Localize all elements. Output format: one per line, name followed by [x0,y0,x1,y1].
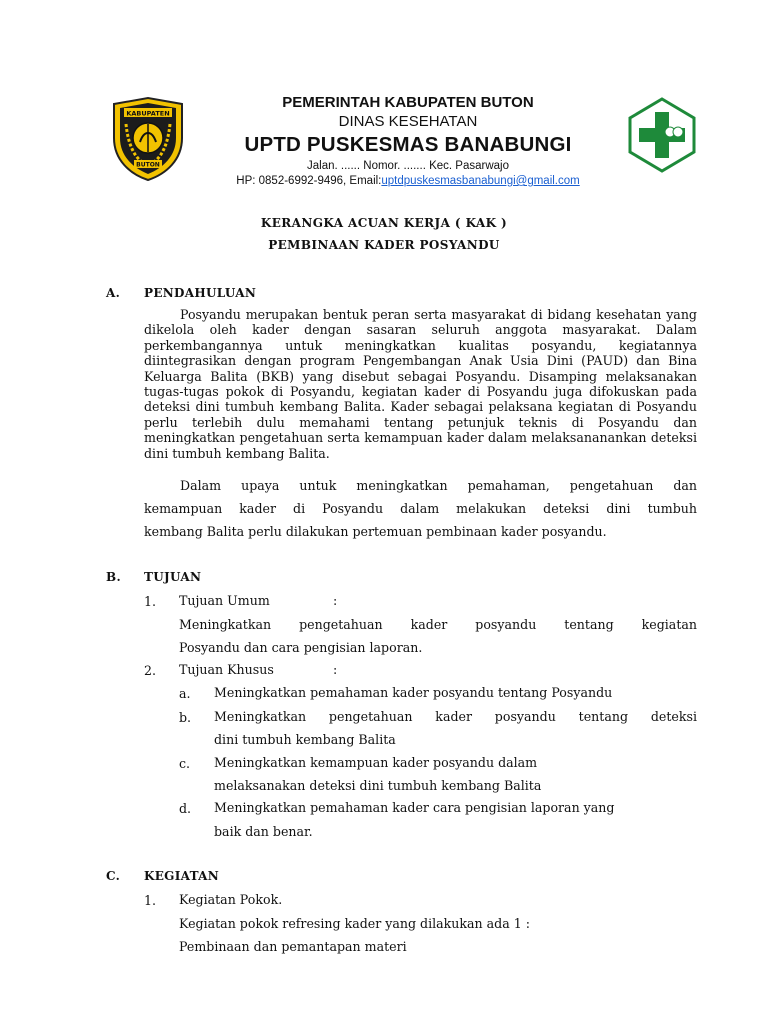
specific-objective-a: Meningkatkan pemahaman kader posyandu tentang Posyandu [214,685,613,700]
specific-objective-d-line1: Meningkatkan pemahaman kader cara pengisian laporan yang [214,800,615,815]
list-number: 1. [144,594,157,609]
paragraph2-line2: kemampuan kader di Posyandu dalam melakukan deteksi dini tumbuh [144,501,697,516]
section-c-heading [106,869,219,883]
document-subtitle: PEMBINAAN KADER POSYANDU [268,238,500,252]
sub-list-letter: b. [179,710,192,725]
buton-regency-emblem-icon [106,94,190,182]
section-b-heading [106,570,201,584]
sub-list-letter: c. [179,756,191,771]
logo-left-text-bottom: BUTON [136,161,160,169]
main-activity-line2: Pembinaan dan pemantapan materi [179,939,407,954]
document-title: KERANGKA ACUAN KERJA ( KAK ) [260,216,508,230]
paragraph2-line3: kembang Balita perlu dilakukan pertemuan pembinaan kader posyandu. [144,524,607,539]
introduction-paragraph [144,307,697,461]
logo-left-text-top: KABUPATEN [126,109,170,118]
main-activity-line1: Kegiatan pokok refresing kader yang dilakukan ada 1 : [179,916,531,931]
paragraph2-line1: Dalam upaya untuk meningkatkan pemahaman, pengetahuan dan [180,478,697,493]
main-activity-label: Kegiatan Pokok. [179,892,283,907]
section-letter: A. [106,286,121,300]
puskesmas-cross-icon [626,96,698,174]
section-title: KEGIATAN [144,869,220,883]
email-link[interactable]: uptdpuskesmasbanabungi@gmail.com [381,175,580,187]
institution-name: UPTD PUSKESMAS BANABUNGI [244,133,572,156]
specific-objective-d-line2: baik dan benar. [214,824,313,839]
list-number: 2. [144,663,157,678]
section-a-heading [106,286,256,300]
introduction-text: Posyandu merupakan bentuk peran serta masyarakat di bidang kesehatan yang dikelola oleh kader dengan sasaran seluruh anggota masyarakat. Dalam perkembangannya untuk meningkatkan kualitas posyandu, kegiatannya diintegrasikan dengan program Pengembangan Anak Usia Dini (PAUD) dan Bina Keluarga Balita (BKB) yang disebut sebagai Posyandu. Disamping melaksanakan tugas-tugas pokok di Posyandu, kegiatan kader di Posyandu juga difokuskan pada deteksi dini tumbuh kembang Balita. Kader sebagai pelaksana kegiatan di Posyandu perlu terlebih dulu memahami tentang petunjuk teknis di Posyandu dan meningkatkan pengetahuan serta kemampuan kader dalam melaksananankan deteksi dini tumbuh kembang Balita. [144,307,697,461]
specific-objective-label: Tujuan Khusus [179,662,274,677]
specific-objective-b-line2: dini tumbuh kembang Balita [214,732,396,747]
contact-phone: HP: 0852-6992-9496, Email: [236,175,382,187]
address-line: Jalan. ...... Nomor. ....... Kec. Pasarwajo [307,160,509,172]
specific-objective-b-line1: Meningkatkan pengetahuan kader posyandu tentang deteksi [214,709,697,724]
label-colon: : [333,593,338,608]
section-title: PENDAHULUAN [144,286,257,300]
label-colon: : [333,662,338,677]
letterhead-text [190,88,626,188]
sub-list-letter: d. [179,801,192,816]
general-objective-line1: Meningkatkan pengetahuan kader posyandu tentang kegiatan [179,617,697,632]
section-letter: B. [106,570,121,584]
section-letter: C. [106,869,121,883]
general-objective-line2: Posyandu dan cara pengisian laporan. [179,640,423,655]
specific-objective-c-line2: melaksanakan deteksi dini tumbuh kembang Balita [214,778,542,793]
general-objective-label: Tujuan Umum [179,593,270,608]
specific-objective-c-line1: Meningkatkan kemampuan kader posyandu dalam [214,755,538,770]
section-title: TUJUAN [144,570,202,584]
sub-list-letter: a. [179,686,191,701]
department-name: DINAS KESEHATAN [338,113,478,130]
list-number: 1. [144,893,157,908]
government-name: PEMERINTAH KABUPATEN BUTON [282,94,534,111]
contact-line [190,174,626,188]
letterhead [0,88,768,192]
